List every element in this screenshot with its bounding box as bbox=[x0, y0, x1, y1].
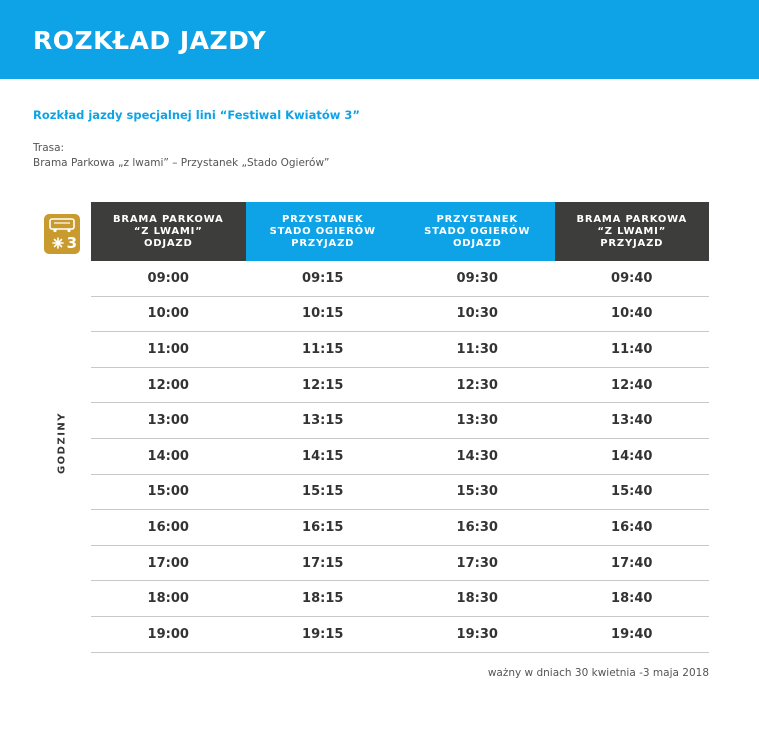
time-cell: 10:40 bbox=[555, 296, 710, 332]
time-cell: 17:40 bbox=[555, 545, 710, 581]
time-cell: 14:00 bbox=[91, 438, 246, 474]
time-cell: 13:30 bbox=[400, 403, 555, 439]
time-cell: 10:15 bbox=[246, 296, 401, 332]
hours-axis-label: GODZINY bbox=[56, 411, 68, 475]
time-cell: 10:00 bbox=[91, 296, 246, 332]
time-cell: 15:15 bbox=[246, 474, 401, 510]
time-cell: 19:15 bbox=[246, 616, 401, 652]
time-cell: 19:30 bbox=[400, 616, 555, 652]
time-cell: 13:40 bbox=[555, 403, 710, 439]
time-cell: 16:15 bbox=[246, 510, 401, 546]
table-row bbox=[91, 438, 709, 474]
table-row bbox=[91, 581, 709, 617]
time-cell: 11:00 bbox=[91, 332, 246, 368]
table-row bbox=[91, 510, 709, 546]
time-cell: 13:15 bbox=[246, 403, 401, 439]
timetable bbox=[91, 202, 709, 653]
table-row bbox=[91, 367, 709, 403]
time-cell: 10:30 bbox=[400, 296, 555, 332]
column-header-brama-przyjazd: BRAMA PARKOWA “Z LWAMI” PRZYJAZD bbox=[555, 202, 710, 261]
table-row bbox=[91, 616, 709, 652]
time-cell: 11:30 bbox=[400, 332, 555, 368]
schedule-subtitle: Rozkład jazdy specjalnej lini “Festiwal Kwiatów 3” bbox=[33, 108, 360, 122]
time-cell: 13:00 bbox=[91, 403, 246, 439]
table-row bbox=[91, 261, 709, 296]
time-cell: 15:30 bbox=[400, 474, 555, 510]
time-cell: 15:40 bbox=[555, 474, 710, 510]
time-cell: 09:40 bbox=[555, 261, 710, 296]
time-cell: 11:15 bbox=[246, 332, 401, 368]
line-badge bbox=[44, 214, 80, 254]
time-cell: 16:40 bbox=[555, 510, 710, 546]
page-title: ROZKŁAD JAZDY bbox=[33, 26, 267, 55]
time-cell: 11:40 bbox=[555, 332, 710, 368]
time-cell: 14:15 bbox=[246, 438, 401, 474]
time-cell: 17:00 bbox=[91, 545, 246, 581]
time-cell: 09:00 bbox=[91, 261, 246, 296]
validity-note: ważny w dniach 30 kwietnia -3 maja 2018 bbox=[487, 667, 709, 679]
time-cell: 12:30 bbox=[400, 367, 555, 403]
table-row bbox=[91, 474, 709, 510]
time-cell: 14:40 bbox=[555, 438, 710, 474]
table-row bbox=[91, 332, 709, 368]
time-cell: 19:40 bbox=[555, 616, 710, 652]
time-cell: 12:15 bbox=[246, 367, 401, 403]
column-header-stado-przyjazd: PRZYSTANEK STADO OGIERÓW PRZYJAZD bbox=[246, 202, 401, 261]
time-cell: 09:30 bbox=[400, 261, 555, 296]
header-banner bbox=[0, 0, 759, 79]
time-cell: 18:15 bbox=[246, 581, 401, 617]
time-cell: 14:30 bbox=[400, 438, 555, 474]
route-label: Trasa: bbox=[33, 142, 65, 154]
table-row bbox=[91, 403, 709, 439]
column-header-stado-odjazd: PRZYSTANEK STADO OGIERÓW ODJAZD bbox=[400, 202, 555, 261]
timetable-header-row bbox=[91, 202, 709, 261]
time-cell: 09:15 bbox=[246, 261, 401, 296]
time-cell: 18:30 bbox=[400, 581, 555, 617]
route-description: Brama Parkowa „z lwami” – Przystanek „Stado Ogierów” bbox=[33, 157, 330, 169]
table-row bbox=[91, 545, 709, 581]
time-cell: 12:40 bbox=[555, 367, 710, 403]
time-cell: 19:00 bbox=[91, 616, 246, 652]
time-cell: 18:40 bbox=[555, 581, 710, 617]
time-cell: 18:00 bbox=[91, 581, 246, 617]
time-cell: 17:30 bbox=[400, 545, 555, 581]
line-number: 3 bbox=[66, 234, 77, 252]
time-cell: 16:00 bbox=[91, 510, 246, 546]
time-cell: 17:15 bbox=[246, 545, 401, 581]
column-header-brama-odjazd: BRAMA PARKOWA “Z LWAMI” ODJAZD bbox=[91, 202, 246, 261]
table-row bbox=[91, 296, 709, 332]
time-cell: 12:00 bbox=[91, 367, 246, 403]
time-cell: 16:30 bbox=[400, 510, 555, 546]
time-cell: 15:00 bbox=[91, 474, 246, 510]
